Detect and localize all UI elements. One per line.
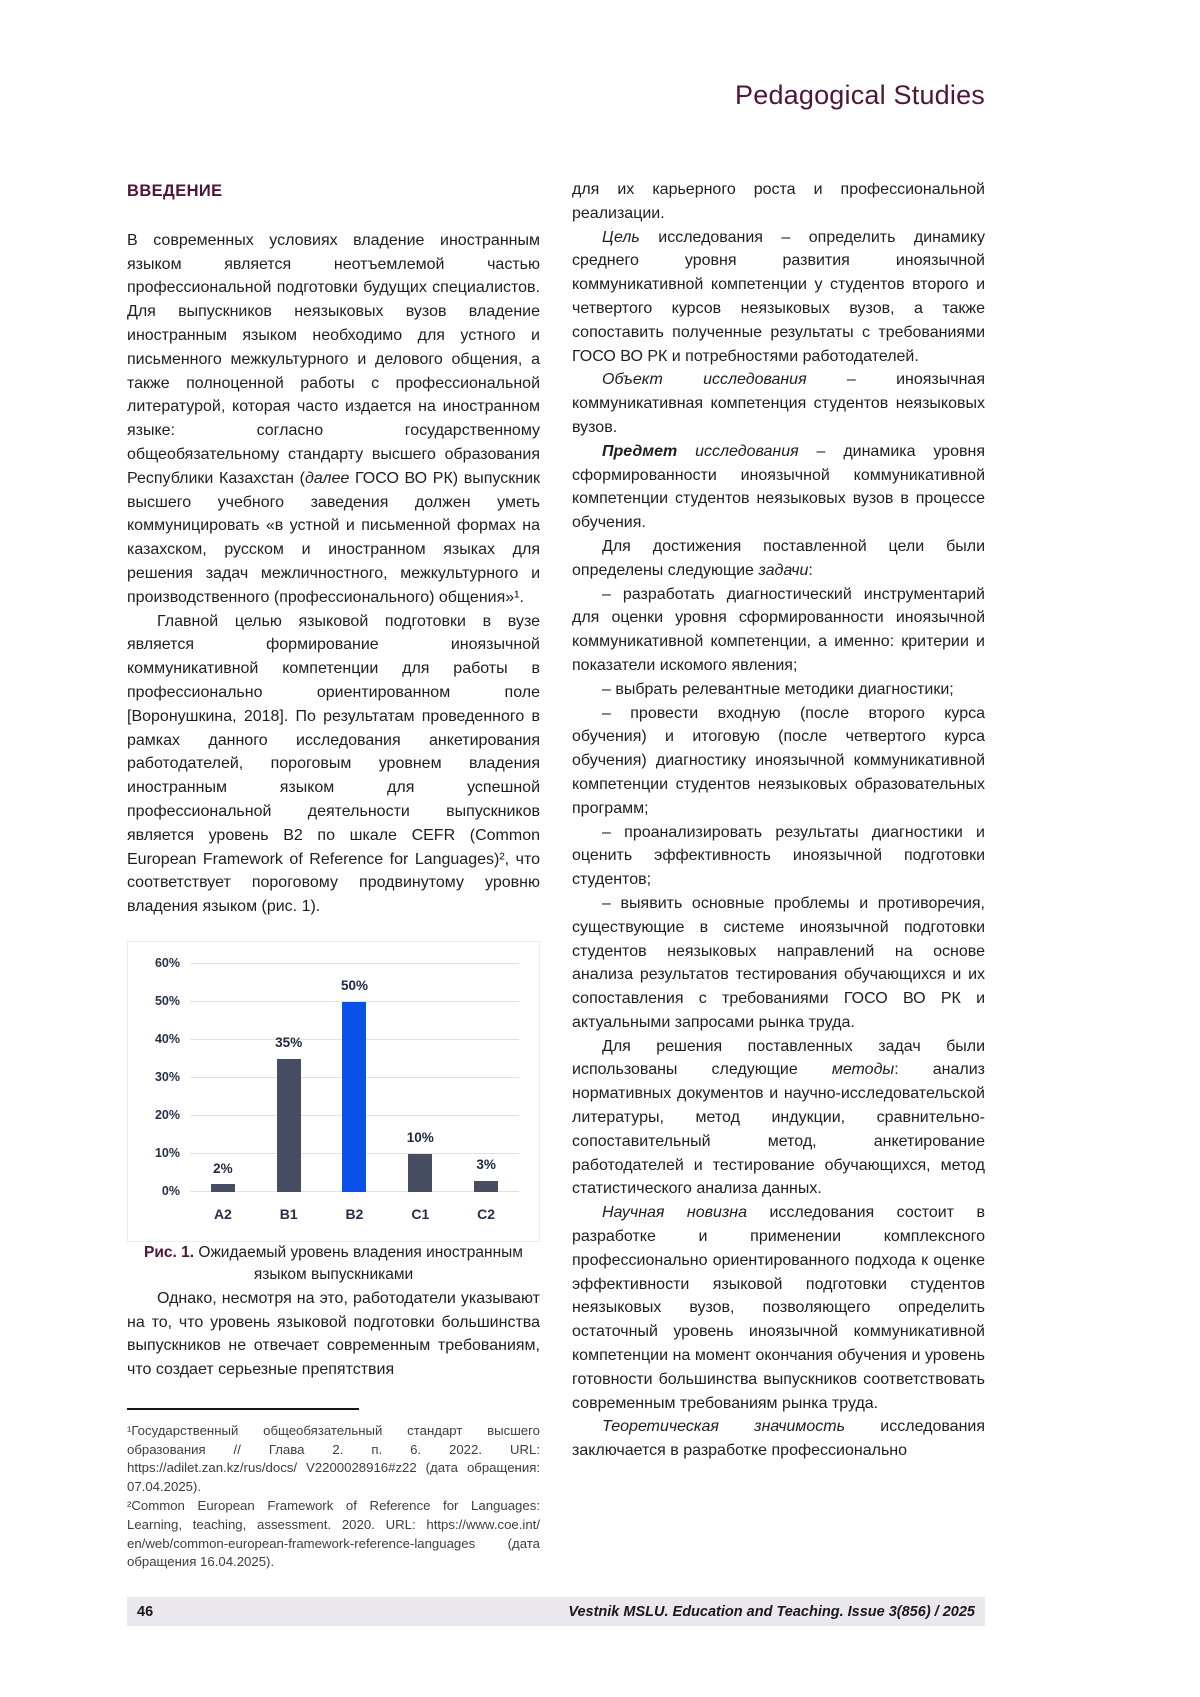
text-segment: далее bbox=[304, 469, 350, 487]
y-axis-tick-label: 60% bbox=[154, 956, 180, 971]
running-head: Pedagogical Studies bbox=[735, 80, 985, 110]
figure-caption-text: Ожидаемый уровень владения иностранным языком выпускниками bbox=[194, 1243, 523, 1284]
x-axis-label-B2: B2 bbox=[345, 1205, 364, 1222]
x-axis-label-C1: C1 bbox=[411, 1205, 430, 1222]
text-segment: Теоретическая значимость bbox=[602, 1418, 846, 1436]
task-item-5 bbox=[572, 892, 985, 1035]
text-segment: Объект исследования bbox=[602, 371, 807, 389]
figure-1-plot bbox=[154, 956, 519, 1199]
text-segment: – иноязычная коммуникативная компетенция студентов неязыковых вузов. bbox=[572, 371, 985, 436]
journal-title: Vestnik MSLU. Education and Teaching. Issue 3(856) / 2025 bbox=[568, 1603, 975, 1620]
bar-B2 bbox=[342, 1002, 366, 1192]
bar-value-label: 3% bbox=[476, 1156, 496, 1172]
text-segment: исследования – определить динамику среднего уровня развития иноязычной коммуникативной компетенции у студентов второго и четвертого курсов неязыковых вузов, а также сопоставить полученные результаты с требованиями ГОСО ВО РК и потребностями работодателей. bbox=[572, 228, 985, 365]
intro-paragraph-1 bbox=[127, 229, 540, 610]
bar-value-label: 2% bbox=[213, 1160, 233, 1176]
section-heading-introduction: ВВЕДЕНИЕ bbox=[127, 182, 223, 200]
y-axis-tick-label: 40% bbox=[154, 1032, 180, 1047]
x-axis-label-A2: A2 bbox=[213, 1205, 232, 1222]
text-segment: исследования заключается в разработке профессионально bbox=[572, 1418, 985, 1460]
bar-A2 bbox=[211, 1184, 235, 1192]
text-segment: В современных условиях владение иностранным языком является неотъемлемой частью профессиональной подготовки будущих специалистов. Для выпускников неязыковых вузов владение иностранным языком необходимо для устного и письменного межкультурного и делового общения, а также полноценной работы с профессиональной литературой, которая часто издается на иностранном языке: согласно государственному общеобязательному стандарту высшего образования Республики Казахстан ( bbox=[127, 231, 540, 487]
task-item-4 bbox=[572, 821, 985, 892]
text-segment: – динамика уровня сформированности иноязычной коммуникативной компетенции студентов неязыковых вузов в процессе обучения. bbox=[572, 442, 986, 532]
bar-column-C2 bbox=[453, 964, 519, 1192]
bar-column-C1 bbox=[387, 964, 453, 1192]
right-column bbox=[572, 178, 985, 1463]
x-axis-label-B1: B1 bbox=[279, 1205, 298, 1222]
text-segment: – выбрать релевантные методики диагностики; bbox=[602, 680, 954, 698]
text-segment: Для решения поставленных задач были использованы следующие bbox=[572, 1037, 985, 1079]
bar-C2 bbox=[474, 1181, 498, 1192]
task-item-3 bbox=[572, 702, 985, 821]
page-number: 46 bbox=[137, 1603, 154, 1620]
paragraph-subject bbox=[572, 440, 985, 535]
paragraph-novelty bbox=[572, 1201, 985, 1415]
text-segment: исследования bbox=[677, 442, 799, 460]
text-segment: задачи bbox=[758, 561, 809, 579]
footer bbox=[127, 1597, 985, 1626]
paragraph-methods bbox=[572, 1035, 985, 1202]
text-segment: ГОСО ВО РК) выпускник высшего учебного заведения должен уметь коммуницировать «в устной и письменной формах на казахском, русском и иностранном языках для решения задач межличностного, межкультурного и производственного (профессионального) общения»¹. bbox=[127, 469, 541, 606]
text-segment: Научная новизна bbox=[602, 1204, 748, 1222]
footnote-separator bbox=[127, 1408, 359, 1410]
task-item-1 bbox=[572, 583, 985, 678]
bar-column-B1 bbox=[256, 964, 322, 1192]
y-axis-tick-label: 20% bbox=[154, 1108, 180, 1123]
text-segment: Предмет bbox=[602, 442, 678, 460]
bar-C1 bbox=[408, 1154, 432, 1192]
paragraph-goal bbox=[572, 226, 985, 369]
text-segment: – провести входную (после второго курса обучения) и итоговую (после четвертого курса обучения) диагностику иноязычной коммуникативной компетенции студентов неязыковых образовательных программ; bbox=[572, 704, 985, 817]
figure-1-xaxis bbox=[190, 1203, 519, 1231]
y-axis-tick-label: 0% bbox=[161, 1184, 180, 1199]
bar-column-B2 bbox=[322, 964, 388, 1192]
text-segment: для их карьерного роста и профессиональной реализации. bbox=[572, 181, 985, 222]
figure-caption-label: Рис. 1. bbox=[144, 1243, 195, 1261]
x-axis-label-C2: C2 bbox=[477, 1205, 496, 1222]
text-segment: Цель bbox=[602, 228, 640, 246]
bars-group bbox=[190, 964, 519, 1192]
paragraph-significance bbox=[572, 1415, 985, 1463]
bar-value-label: 35% bbox=[275, 1035, 303, 1051]
bar-B1 bbox=[277, 1059, 301, 1192]
text-segment: : bbox=[808, 561, 813, 579]
paragraph-tasks-intro bbox=[572, 535, 985, 583]
left-column bbox=[127, 178, 540, 1572]
bar-value-label: 50% bbox=[340, 978, 368, 994]
after-figure-paragraph: Однако, несмотря на это, работодатели указывают на то, что уровень языковой подготовки большинства выпускников не отвечает современным требованиям, что создает серьезные препятствия bbox=[127, 1289, 540, 1379]
text-segment: методы bbox=[831, 1061, 895, 1079]
figure-1-chart bbox=[127, 941, 540, 1242]
text-segment: Главной целью языковой подготовки в вузе является формирование иноязычной коммуникативной компетенции для работы в профессионально ориентированном поле [Воронушкина, 2018]. По результатам проведенного в рамках данного исследования анкетирования работодателей, пороговым уровнем владения иностранным языком для успешной профессиональной деятельности выпускников является уровень B2 по шкале CEFR (Common European Framework of Reference for Languages)², что соответствует пороговому продвинутому уровню владения языком (рис. 1). bbox=[127, 612, 540, 916]
text-segment: – разработать диагностический инструментарий для оценки уровня сформированности иноязычной коммуникативной компетенции, а именно: критерии и показатели искомого явления; bbox=[572, 585, 985, 674]
text-segment: исследования состоит в разработке и применении комплексного профессионально ориентированного подхода к оценке эффективности языковой подготовки студентов неязыковых вузов, позволяющего определить остаточный уровень иноязычной коммуникативной компетенции на момент окончания обучения и уровень готовности большинства выпускников соответствовать современным требованиям рынка труда. bbox=[572, 1204, 985, 1412]
paragraph-object bbox=[572, 368, 985, 439]
text-segment: Для достижения поставленной цели были определены следующие bbox=[572, 537, 985, 579]
paragraph-continuation bbox=[572, 178, 985, 226]
text-segment: – проанализировать результаты диагностики и оценить эффективность иноязычной подготовки студентов; bbox=[572, 823, 985, 889]
bar-column-A2 bbox=[190, 964, 256, 1192]
footnote-block bbox=[127, 1408, 540, 1572]
text-segment: : анализ нормативных документов и научно-исследовательской литературы, метод индукции, сравнительно-сопоставительный метод, анкетирование работодателей и тестирование обучающихся, метод статистического анализа данных. bbox=[572, 1061, 985, 1198]
task-item-2 bbox=[572, 678, 985, 702]
y-axis-tick-label: 10% bbox=[154, 1146, 180, 1161]
footnote-1: ¹Государственный общеобязательный стандарт высшего образования // Глава 2. п. 6. 2022. URL: https://adilet.zan.kz/rus/docs/ V2200028916#z22 (дата обращения: 07.04.2025). bbox=[127, 1422, 540, 1495]
y-axis-tick-label: 50% bbox=[154, 994, 180, 1009]
footnote-2: ²Common European Framework of Reference for Languages: Learning, teaching, assessment. 2020. URL: https://www.coe.int/ en/web/common-european-framework-reference-languages (дата обращения 16.04.2025). bbox=[127, 1498, 540, 1570]
y-axis-tick-label: 30% bbox=[154, 1070, 180, 1085]
text-segment: – выявить основные проблемы и противоречия, существующие в системе иноязычной подготовки студентов неязыковых направлений на основе анализа результатов тестирования обучающихся и их сопоставления с требованиями ГОСО ВО РК и актуальными запросами рынка труда. bbox=[572, 894, 985, 1031]
intro-paragraph-2 bbox=[127, 610, 540, 919]
bar-value-label: 10% bbox=[406, 1130, 434, 1146]
figure-1-caption bbox=[127, 1242, 540, 1287]
